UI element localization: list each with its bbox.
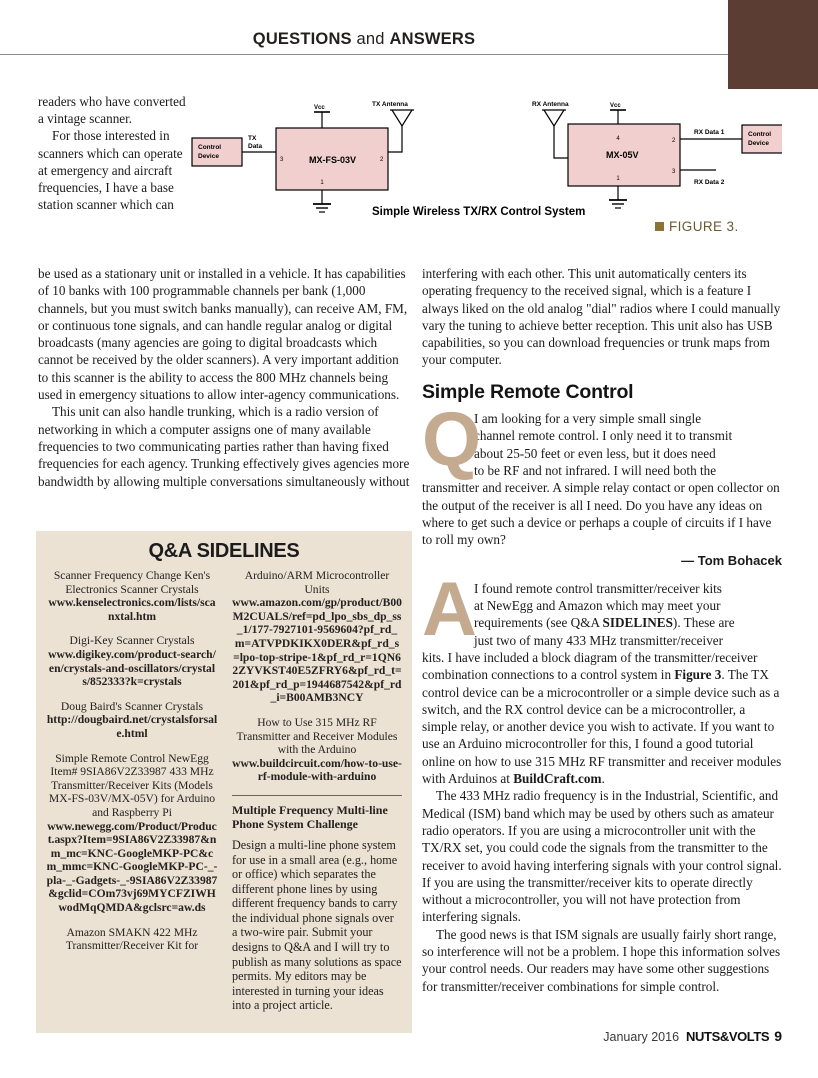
footer-date: January 2016	[603, 1030, 680, 1044]
sidelines-entry-name: How to Use 315 MHz RF Transmitter and Receiver Modules with the Arduino	[236, 715, 398, 757]
page-title-part1: QUESTIONS	[252, 30, 352, 48]
paragraph: This unit can also handle trunking, which is a radio version of networking in which a computer assigns one of many available frequencies to two communicating parties rather than having fixed frequencies for each agency. Trunking effectively gives agencies more bandwidth by allowing multiple conversations simultaneously without	[38, 404, 410, 489]
answer-body-part: . The TX control device can be a microcontroller or a simple device such as a switch, and the RX control device can be a microcontroller, a simple relay, or another device you wish to activate. If you want to use an Arduino microcontroller for this, I found a good tutorial online on how to use 315 MHz RF transmitter and receiver modules with Arduinos at	[422, 667, 782, 787]
sidelines-entry-url[interactable]: www.buildcircuit.com/how-to-use-rf-module-with-arduino	[232, 756, 402, 784]
answer-body	[422, 649, 782, 787]
question-byline: — Tom Bohacek	[681, 553, 782, 569]
answer-line	[474, 614, 782, 631]
rx-data2-label: RX Data 2	[694, 179, 725, 186]
question-line: about 25-50 feet or even less, but it does need	[474, 445, 716, 461]
footer-page-number: 9	[774, 1028, 782, 1044]
answer-body-part: kits. I have included a block diagram of the transmitter/receiver combination connections to a control system in	[422, 649, 758, 683]
answer-line: I found remote control transmitter/receiver kits	[474, 580, 722, 596]
rx-antenna-label: RX Antenna	[532, 101, 569, 108]
rx-vcc-label: Vcc	[610, 103, 621, 109]
question-dropcap: Q	[422, 397, 482, 483]
rx-control-device-label-1: Control	[748, 131, 772, 138]
sidelines-entry	[46, 926, 218, 953]
left-narrow-column	[38, 93, 186, 213]
tx-pin-3: 3	[280, 157, 284, 163]
buildcraft-reference: BuildCraft.com	[513, 771, 602, 787]
rx-pin-4: 4	[616, 136, 620, 142]
sidelines-entry-url[interactable]: www.newegg.com/Product/Product.aspx?Item=9SIA86V2Z33987&nm_mc=KNC-GoogleMKP-PC&cm_mmc=KNC-GoogleMKP-PC-_-pla-_-Gadgets-_-9SIA86V2Z33987&gclid=COm73vj69MYCFZIWHwodMqQMDA&gclsrc=aw.ds	[46, 819, 218, 915]
sidelines-entry	[46, 569, 218, 623]
section-heading: Simple Remote Control	[422, 380, 634, 403]
paragraph: The good news is that ISM signals are usually fairly short range, so interference will not be a problem. I hope this information solves your control needs. Our readers may have some other suggestions for transmitter/receiver combinations for simple control.	[422, 926, 781, 994]
answer-block	[422, 566, 782, 995]
sidelines-entry-name: Scanner Frequency Change Ken's Electronics Scanner Crystals	[53, 569, 211, 596]
rx-pin-1: 1	[616, 176, 620, 182]
figure-title: Simple Wireless TX/RX Control System	[372, 206, 586, 218]
tx-data-label-1: TX	[248, 135, 257, 142]
question-line: channel remote control. I only need it to transmit	[474, 428, 733, 444]
sidelines-entry-name: Doug Baird's Scanner Crystals	[60, 699, 204, 713]
rx-pin-3: 3	[672, 169, 676, 175]
tx-vcc-label: Vcc	[314, 105, 325, 111]
sidelines-entry	[232, 569, 402, 705]
sidelines-entry-url[interactable]: http://dougbaird.net/crystalsforsale.html	[46, 713, 218, 740]
paragraph: be used as a stationary unit or installed in a vehicle. It has capabilities of 10 banks with 100 programmable channels per bank (1,000 channels, but you must switch banks manually), can receive AM, FM, or continuous tone signals, and can handle regular analog or digital broadcasts (many agencies are going to digital broadcasts which cannot be received by the older scanners). A very important addition to this scanner is the ability to access the 800 MHz channels being used in emergency situations to allow inter-agency communications.	[38, 266, 408, 403]
sidelines-entry-url[interactable]: www.kenselectronics.com/lists/scanxtal.htm	[48, 596, 216, 623]
left-column-body	[38, 265, 410, 490]
figure-caption-marker-icon	[655, 222, 664, 231]
sidelines-entry-url[interactable]: www.digikey.com/product-search/en/crystals-and-oscillators/crystals/852333?k=crystals	[48, 647, 216, 689]
rx-pin-2: 2	[672, 138, 676, 144]
sidelines-entry-name: Amazon SMAKN 422 MHz Transmitter/Receiver Kit for	[65, 925, 199, 953]
rx-data1-label: RX Data 1	[694, 129, 725, 136]
qa-sidelines-box	[36, 531, 412, 1033]
sidelines-column-left	[46, 569, 218, 1013]
paragraph: The 433 MHz radio frequency is in the Industrial, Scientific, and Medical (ISM) band which may be used by others such as amateur radio operators. If you are using a microcontroller unit with the TX/RX set, you could code the signals from the transmitter to the receiver to avoid having interfering signals with your control signal. If you are using the transmitter/receiver kits to operate directly without a microcontroller, you will not have protection from interfering signals.	[422, 788, 782, 925]
sidelines-entry-name: Arduino/ARM Microcontroller Units	[244, 569, 390, 596]
sidelines-entry	[46, 752, 218, 915]
question-body: transmitter and receiver. A simple relay contact or open collector on the output of the receiver is all I need. Do you have any ideas on where to get such a device or perhaps a couple of circuits if I have to roll my own?	[422, 480, 780, 548]
sidelines-entry-url[interactable]: www.amazon.com/gp/product/B00M2CUALS/ref=pd_lpo_sbs_dp_ss_1/177-7927101-9569604?pf_rd_m=ATVPDKIKX0DER&pf_rd_s=lpo-top-stripe-1&pf_rd_r=1QN62ZYVKST40E5ZFRY6&pf_rd_t=201&pf_rd_p=1944687542&pf_rd_i=B00AMB3NCY	[232, 596, 402, 705]
tx-pin-2: 2	[380, 157, 384, 163]
sidelines-entry	[46, 634, 218, 688]
answer-line: at NewEgg and Amazon which may meet your	[474, 598, 721, 614]
paragraph: readers who have converted a vintage scanner.	[38, 94, 186, 127]
rx-control-device-label-2: Device	[748, 140, 769, 147]
tx-control-device-label-1: Control	[198, 144, 222, 151]
answer-dropcap: A	[422, 566, 477, 652]
sidelines-column-right	[232, 569, 402, 1013]
tx-antenna-label: TX Antenna	[372, 101, 408, 108]
footer-magazine-title: NUTS&VOLTS	[686, 1029, 770, 1044]
page-title	[0, 30, 728, 49]
challenge-body: Design a multi-line phone system for use in a small area (e.g., home or office) which separates the different phone lines by using different frequency bands to carry the individual phone signals over a two-wire pair. Submit your designs to Q&A and I will try to publish as many solutions as space permits. My editors may be interested in turning your ideas into a project article.	[232, 837, 402, 1013]
answer-line: just two of many 433 MHz transmitter/receiver	[474, 632, 724, 648]
right-column-body	[422, 265, 782, 995]
rx-chip-label: MX-05V	[606, 150, 639, 160]
answer-line-text: requirements (see Q&A	[474, 615, 603, 631]
question-block	[422, 397, 782, 570]
sidelines-entry	[232, 716, 402, 784]
paragraph: For those interested in scanners which can operate at emergency and aircraft frequencies, I have a base station scanner which can	[38, 128, 183, 213]
sidelines-entry-name: Digi-Key Scanner Crystals	[69, 634, 195, 648]
figure-reference: Figure 3	[674, 667, 722, 683]
sidelines-title: Q&A SIDELINES	[148, 540, 300, 562]
header-accent-block	[728, 0, 818, 89]
answer-body-part: .	[601, 771, 605, 787]
answer-line-text: ). These are	[672, 615, 735, 631]
question-line: to be RF and not infrared. I will need both the	[474, 462, 717, 478]
sidelines-entry	[46, 700, 218, 741]
page-title-part3: ANSWERS	[389, 30, 476, 48]
header-divider	[0, 54, 728, 55]
sidelines-reference: SIDELINES	[602, 615, 673, 631]
paragraph: interfering with each other. This unit automatically centers its operating frequency to the received signal, which is a feature I always liked on the old analog "dial" radios where I could manually vary the tuning to achieve better reception. This unit also has USB capabilities, so you can download frequencies or trunk maps from your computer.	[422, 266, 781, 368]
question-line: I am looking for a very simple small single	[474, 411, 702, 427]
tx-chip-label: MX-FS-03V	[309, 155, 357, 165]
page-footer	[0, 1028, 782, 1044]
tx-data-label-2: Data	[248, 143, 263, 150]
figure-caption	[655, 219, 739, 234]
sidelines-entry-name: Simple Remote Control NewEgg Item# 9SIA86V2Z33987 433 MHz Transmitter/Receiver Kits (Models MX-FS-03V/MX-05V) for Arduino and Raspberry Pi	[48, 751, 216, 819]
challenge-title: Multiple Frequency Multi-line Phone System Challenge	[232, 802, 388, 831]
figure-caption-text: FIGURE 3.	[669, 219, 739, 234]
tx-control-device-label-2: Device	[198, 153, 219, 160]
sidelines-divider	[232, 795, 402, 796]
tx-pin-1: 1	[320, 180, 324, 186]
page-title-part2: and	[351, 30, 390, 48]
